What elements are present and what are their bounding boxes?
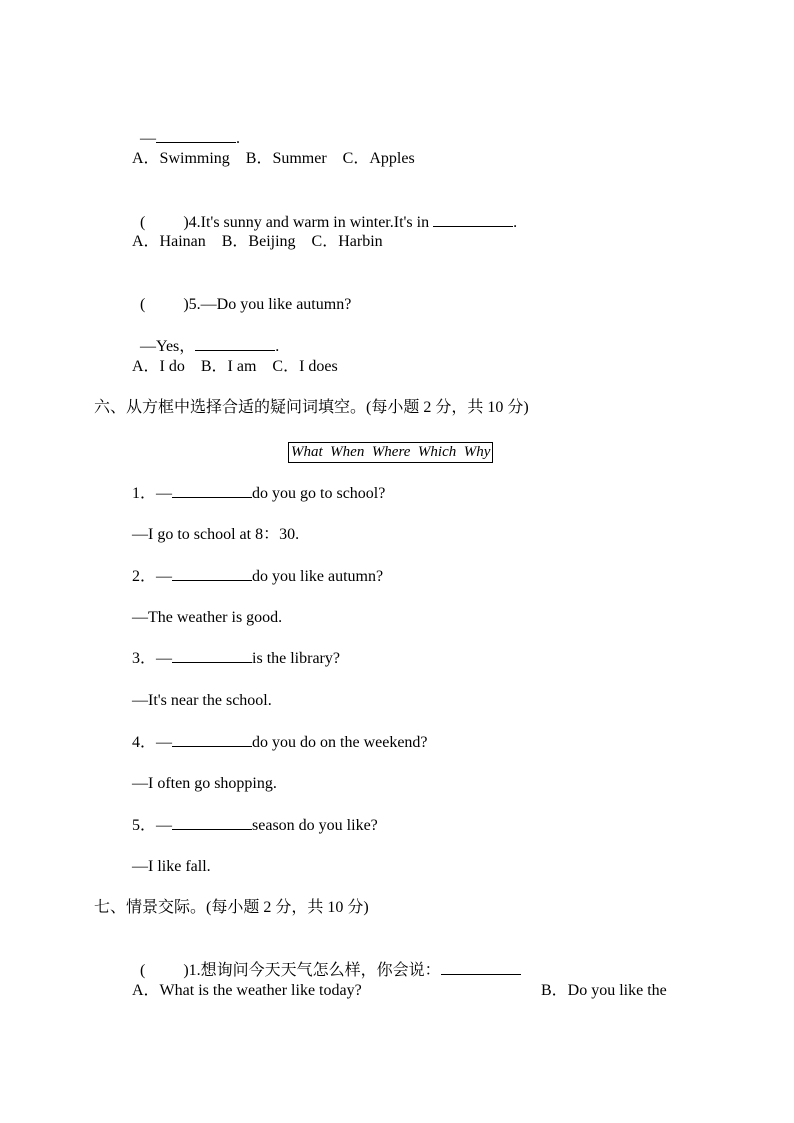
s7-q1-paren-close: ): [183, 962, 189, 979]
q4-text: 4.It's sunny and warm in winter.It's in: [188, 214, 434, 231]
q5-text: 5.—Do you like autumn?: [188, 296, 352, 313]
s7-q1-option-a: A．What is the weather like today?: [132, 982, 362, 999]
s7-q1-line: [132, 940, 521, 981]
question-prefix: 3．—: [132, 650, 173, 667]
section6-question: [132, 815, 378, 836]
section6-question: [132, 566, 383, 587]
dash: —: [140, 130, 156, 147]
q5-answer-line: [132, 316, 279, 357]
q4-paren-open: (: [140, 214, 146, 231]
q5-answer-suffix: .: [275, 338, 280, 355]
question-suffix: do you like autumn?: [252, 568, 384, 585]
section7-title: 七、情景交际。(每小题 2 分，共 10 分): [94, 899, 369, 916]
section6-answer: —The weather is good.: [132, 609, 283, 626]
q4-suffix: .: [513, 214, 518, 231]
q5-options: A．I do B．I am C．I does: [132, 358, 338, 375]
section6-title: 六、从方框中选择合适的疑问词填空。(每小题 2 分，共 10 分): [94, 399, 529, 416]
q3-answer-blank[interactable]: [156, 128, 236, 143]
question-blank[interactable]: [172, 815, 252, 830]
question-blank[interactable]: [172, 732, 252, 747]
question-suffix: season do you like?: [252, 817, 378, 834]
section6-answer: —I often go shopping.: [132, 775, 277, 792]
question-prefix: 1．—: [132, 485, 173, 502]
question-blank[interactable]: [172, 648, 252, 663]
q3-answer-line: [132, 108, 240, 149]
s7-q1-option-b: B．Do you like the: [541, 982, 667, 999]
q5-answer-prefix: —Yes，: [140, 338, 196, 355]
question-prefix: 2．—: [132, 568, 173, 585]
section6-answer: —I like fall.: [132, 858, 211, 875]
s7-q1-text: 1.想询问今天天气怎么样，你会说：: [188, 962, 441, 979]
question-blank[interactable]: [172, 483, 252, 498]
s7-q1-paren-open: (: [140, 962, 146, 979]
question-suffix: do you do on the weekend?: [252, 734, 428, 751]
section6-answer: —It's near the school.: [132, 692, 272, 709]
q5-paren-close: ): [183, 296, 189, 313]
section6-question: [132, 483, 385, 504]
section6-question: [132, 648, 340, 669]
word-box: What When Where Which Why: [288, 442, 493, 463]
question-prefix: 5．—: [132, 817, 173, 834]
question-blank[interactable]: [172, 566, 252, 581]
q4-line: [132, 192, 517, 233]
question-suffix: is the library?: [252, 650, 340, 667]
q3-options: A．Swimming B．Summer C．Apples: [132, 150, 415, 167]
s7-q1-blank[interactable]: [441, 960, 521, 975]
q5-paren-open: (: [140, 296, 146, 313]
question-prefix: 4．—: [132, 734, 173, 751]
q4-options: A．Hainan B．Beijing C．Harbin: [132, 233, 383, 250]
section6-question: [132, 732, 428, 753]
q5-line: [132, 275, 351, 315]
q4-paren-close: ): [183, 214, 189, 231]
q4-blank[interactable]: [433, 212, 513, 227]
q5-answer-blank[interactable]: [195, 336, 275, 351]
period: .: [236, 130, 240, 147]
section6-answer: —I go to school at 8：30.: [132, 526, 300, 543]
question-suffix: do you go to school?: [252, 485, 386, 502]
